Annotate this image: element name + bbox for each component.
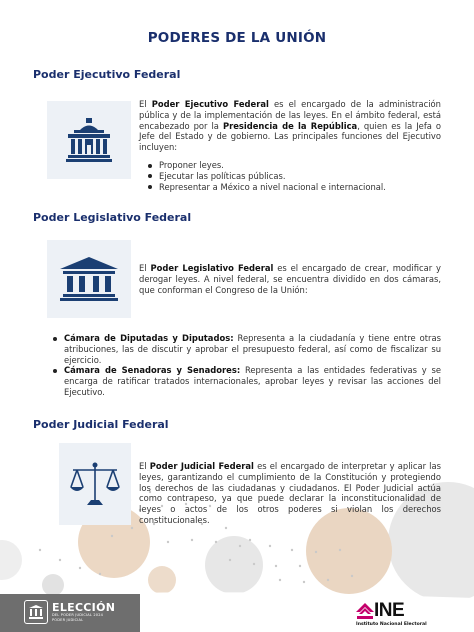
list-item: Ejecutar las políticas públicas. [146, 171, 446, 182]
ejecutivo-paragraph: El Poder Ejecutivo Federal es el encargado de la administración pública y de la implementación de las leyes. En el ámbito federal, está encabezado por la Presidencia de la República, quien es la Jefa o Jefe del Estado y de gobierno. Las principales funciones del Ejecutivo incluyen: [139, 99, 442, 153]
eleccion-judicial-logo [24, 598, 124, 626]
section-heading-legislativo: Poder Legislativo Federal [33, 211, 192, 224]
icon-card-judicial [59, 443, 131, 525]
list-item: Proponer leyes. [146, 160, 446, 171]
government-building-icon [66, 118, 112, 162]
ine-logo [356, 600, 456, 628]
logo-sub-text-2: PODER JUDICIAL [52, 617, 84, 622]
judicial-paragraph: El Poder Judicial Federal es el encargado de interpretar y aplicar las leyes, garantizando el cumplimiento de la Constitución y protegiendo los derechos de las ciudadanas y ciudadanos. El Poder Judicial actúa como contrapeso, ya que puede declarar la inconstitucionalidad de leyes o actos de los otros poderes si violan los derechos constitucionales. [139, 461, 442, 525]
ine-logo-subtext: Instituto Nacional Electoral [356, 622, 427, 627]
legislativo-paragraph: El Poder Legislativo Federal es el encargado de crear, modificar y derogar leyes. A nivel federal, se encuentra dividido en dos cámaras, que conforman el Congreso de la Unión: [139, 263, 441, 295]
logo-sub-text-1: DEL PODER JUDICIAL 2024 [52, 613, 104, 617]
list-item: Cámara de Senadoras y Senadores: Representa a las entidades federativas y se encarga de ratificar tratados internacionales, aprobar leyes y revisar las acciones del Ejecutivo. [51, 365, 441, 397]
list-item: Cámara de Diputadas y Diputados: Representa a la ciudadanía y tiene entre otras atribuciones, las de discutir y aprobar el presupuesto federal, así como de fiscalizar su ejercicio. [51, 333, 441, 365]
legislativo-bullet-list [51, 333, 441, 398]
list-item: Representar a México a nivel nacional e internacional. [146, 182, 446, 193]
congress-building-icon [60, 257, 118, 301]
ejecutivo-bullet-list [146, 160, 446, 192]
ine-emblem-icon [356, 603, 374, 621]
logo-main-text: ELECCIÓN [52, 601, 116, 614]
scales-of-justice-icon [69, 461, 121, 507]
section-heading-ejecutivo: Poder Ejecutivo Federal [33, 68, 181, 81]
icon-card-ejecutivo [47, 101, 131, 179]
icon-card-legislativo [47, 240, 131, 318]
section-heading-judicial: Poder Judicial Federal [33, 418, 169, 431]
ine-logo-text: INE [374, 600, 405, 621]
seal-icon [24, 600, 48, 624]
page-title: PODERES DE LA UNIÓN [147, 30, 327, 46]
